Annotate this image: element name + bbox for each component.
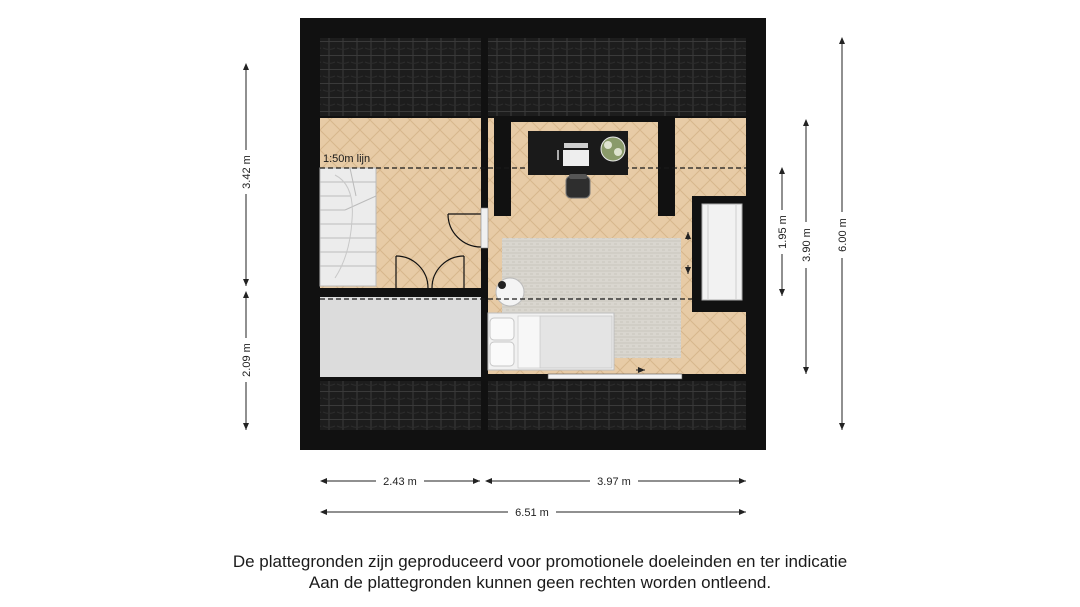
- dim-right-middle: [800, 120, 813, 374]
- wall-niche-top: [494, 116, 675, 122]
- wall-niche-left: [494, 116, 511, 216]
- dim-left-bottom-label: 2.09 m: [241, 343, 253, 377]
- wall-center: [481, 116, 488, 382]
- dim-left-bottom: [240, 292, 253, 430]
- dim-right-outer: [836, 38, 849, 430]
- scale-line-label: 1:50m lijn: [323, 153, 371, 165]
- desk-chair: [566, 174, 590, 198]
- wall-landing-bottom: [320, 288, 481, 297]
- wall-niche-right: [658, 116, 675, 216]
- dim-bottom-total-label: 6.51 m: [515, 507, 549, 519]
- dim-bottom-left: [321, 474, 480, 488]
- dim-bottom-right: [486, 474, 746, 488]
- roof-top-left: [320, 38, 481, 116]
- dim-right-middle-label: 3.90 m: [801, 228, 813, 262]
- disclaimer-line-1: De plattegronden zijn geproduceerd voor promotionele doeleinden en ter indicatie: [232, 552, 848, 571]
- staircase: [320, 168, 376, 286]
- dim-left-top-label: 3.42 m: [241, 155, 253, 189]
- dim-right-inner-label: 1.95 m: [777, 215, 789, 249]
- dim-right-outer-label: 6.00 m: [837, 218, 849, 252]
- dim-left-top: [240, 64, 253, 286]
- disclaimer-line-2: Aan de plattegronden kunnen geen rechten worden ontleend.: [308, 573, 772, 592]
- dim-bottom-left-label: 2.43 m: [383, 476, 417, 488]
- storage-area: [320, 297, 481, 377]
- side-table: [496, 278, 524, 306]
- window: [548, 374, 682, 379]
- bed: [488, 313, 614, 370]
- dim-bottom-total: [321, 505, 746, 519]
- roof-top-right: [488, 38, 746, 116]
- roof-bottom-left: [320, 381, 481, 430]
- dim-bottom-right-label: 3.97 m: [597, 476, 631, 488]
- wardrobe: [702, 204, 742, 300]
- roof-bottom-right: [488, 381, 746, 430]
- dim-right-inner: [776, 168, 789, 296]
